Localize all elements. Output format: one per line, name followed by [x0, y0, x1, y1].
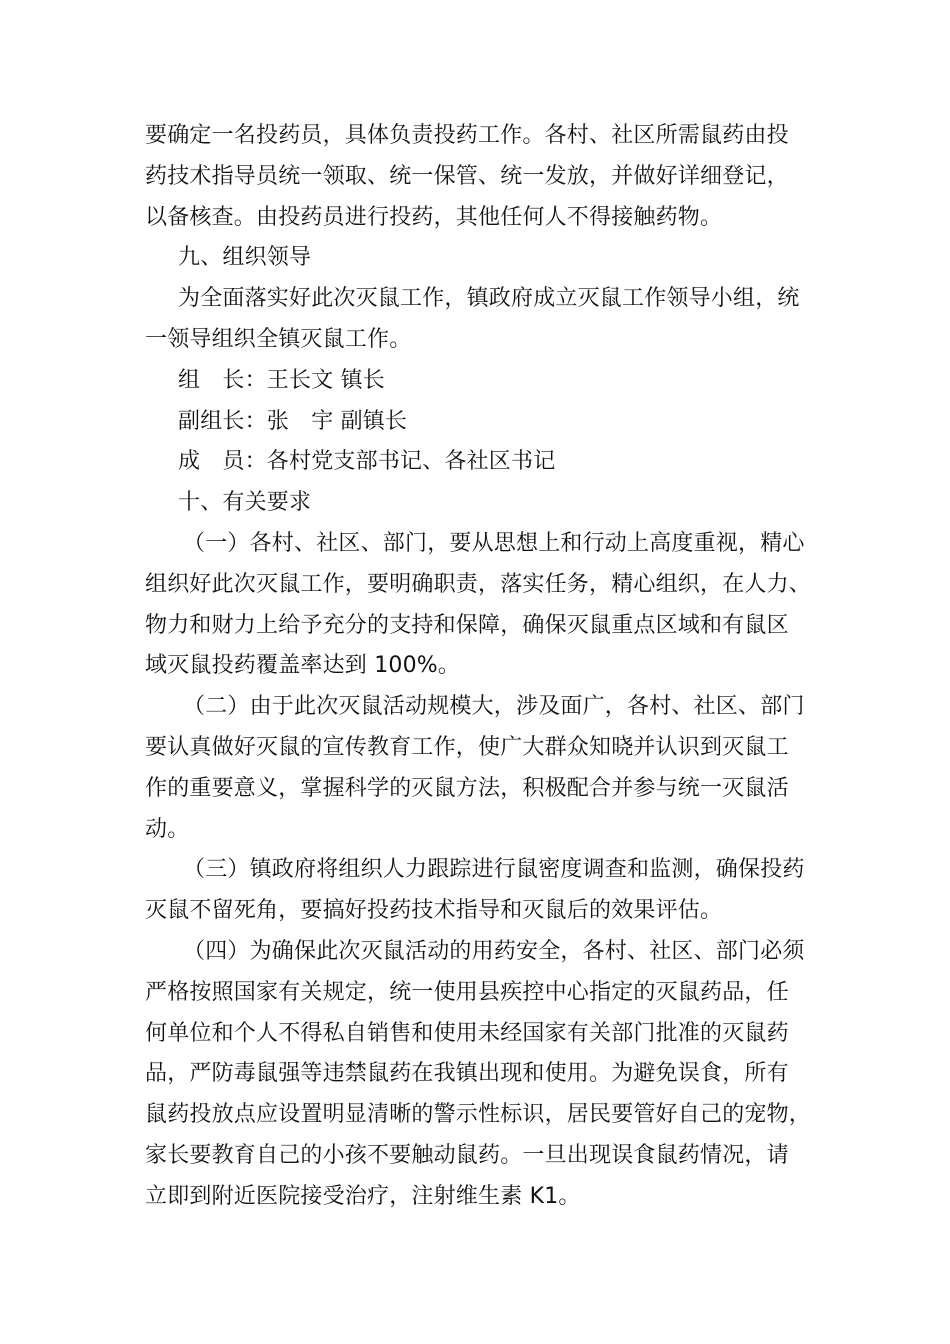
text-line: 动。 [145, 816, 190, 842]
text-line: 副组长：张 宇 副镇长 [178, 408, 408, 434]
text-line: 物力和财力上给予充分的支持和保障，确保灭鼠重点区域和有鼠区 [145, 612, 789, 638]
text-line: 灭鼠不留死角，要搞好投药技术指导和灭鼠后的效果评估。 [145, 898, 723, 924]
text-line: 九、组织领导 [178, 245, 312, 271]
text-line: 十、有关要求 [178, 490, 312, 516]
text-line: 域灭鼠投药覆盖率达到 100%。 [145, 653, 461, 679]
text-line: 作的重要意义，掌握科学的灭鼠方法，积极配合并参与统一灭鼠活 [145, 775, 789, 801]
text-line: （一）各村、社区、部门，要从思想上和行动上高度重视，精心 [183, 530, 805, 556]
text-line: 家长要教育自己的小孩不要触动鼠药。一旦出现误食鼠药情况，请 [145, 1142, 789, 1168]
text-line: 药技术指导员统一领取、统一保管、统一发放，并做好详细登记， [145, 163, 789, 189]
text-line: 要确定一名投药员，具体负责投药工作。各村、社区所需鼠药由投 [145, 123, 789, 148]
text-line: 成 员：各村党支部书记、各社区书记 [178, 449, 556, 475]
document-body [145, 116, 835, 1218]
text-line: 为全面落实好此次灭鼠工作，镇政府成立灭鼠工作领导小组，统 [178, 286, 800, 312]
text-line: （二）由于此次灭鼠活动规模大，涉及面广，各村、社区、部门 [183, 694, 805, 720]
text-line: 组 长：王长文 镇长 [178, 367, 385, 393]
text-line: 何单位和个人不得私自销售和使用未经国家有关部门批准的灭鼠药 [145, 1020, 789, 1046]
text-line: （三）镇政府将组织人力跟踪进行鼠密度调查和监测，确保投药 [183, 857, 805, 883]
text-line: 鼠药投放点应设置明显清晰的警示性标识，居民要管好自己的宠物， [145, 1102, 812, 1128]
text-line: 组织好此次灭鼠工作，要明确职责，落实任务，精心组织，在人力、 [145, 571, 812, 597]
text-line: 以备核查。由投药员进行投药，其他任何人不得接触药物。 [145, 204, 723, 230]
text-line: 立即到附近医院接受治疗，注射维生素 K1。 [145, 1183, 581, 1209]
text-line: （四）为确保此次灭鼠活动的用药安全，各村、社区、部门必须 [183, 938, 805, 964]
text-line: 一领导组织全镇灭鼠工作。 [145, 326, 412, 352]
text-line: 严格按照国家有关规定，统一使用县疾控中心指定的灭鼠药品，任 [145, 979, 789, 1005]
text-line: 品，严防毒鼠强等违禁鼠药在我镇出现和使用。为避免误食，所有 [145, 1061, 789, 1087]
text-line: 要认真做好灭鼠的宣传教育工作，使广大群众知晓并认识到灭鼠工 [145, 734, 789, 760]
